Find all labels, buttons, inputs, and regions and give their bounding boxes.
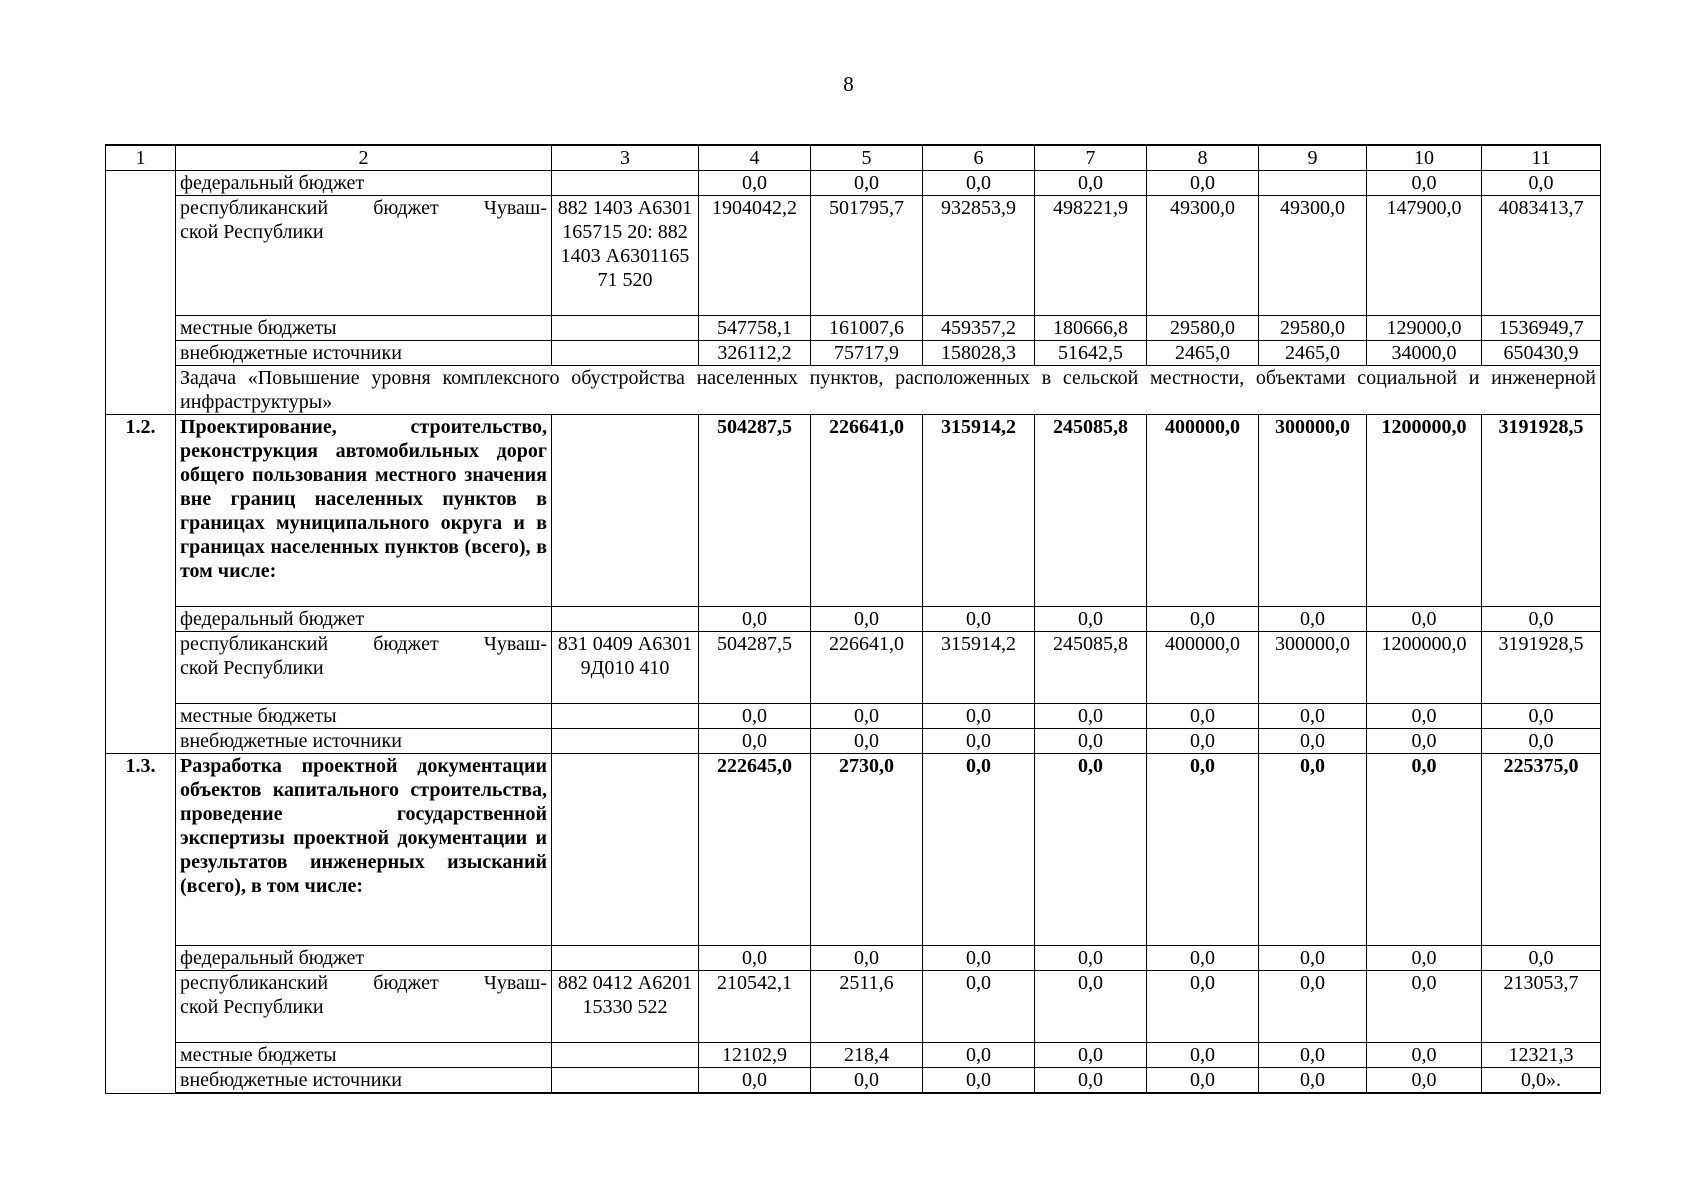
amount-cell: 49300,0 <box>1147 196 1259 316</box>
funding-row <box>106 341 1601 366</box>
amount-cell: 0,0 <box>1367 171 1482 196</box>
amount-cell: 0,0 <box>1259 704 1367 729</box>
amount-cell: 213053,7 <box>1482 971 1601 1043</box>
amount-cell: 0,0 <box>1035 971 1147 1043</box>
amount-cell: 504287,5 <box>699 632 811 704</box>
amount-cell: 210542,1 <box>699 971 811 1043</box>
column-number: 2 <box>176 145 552 171</box>
program-item-row <box>106 415 1601 607</box>
amount-cell: 0,0 <box>1259 607 1367 632</box>
total-amount-cell: 0,0 <box>1147 754 1259 946</box>
total-amount-cell: 3191928,5 <box>1482 415 1601 607</box>
total-amount-cell: 504287,5 <box>699 415 811 607</box>
amount-cell: 0,0 <box>1147 1068 1259 1094</box>
amount-cell: 0,0 <box>1035 946 1147 971</box>
amount-cell: 2465,0 <box>1259 341 1367 366</box>
funding-row <box>106 196 1601 316</box>
amount-cell: 315914,2 <box>923 632 1035 704</box>
amount-cell: 0,0 <box>1367 729 1482 754</box>
amount-cell: 0,0 <box>1035 171 1147 196</box>
amount-cell: 0,0 <box>811 704 923 729</box>
amount-cell: 0,0 <box>923 946 1035 971</box>
column-number: 9 <box>1259 145 1367 171</box>
funding-source-name: внебюджетные источники <box>176 341 552 366</box>
budget-classification-code <box>552 946 699 971</box>
total-amount-cell: 315914,2 <box>923 415 1035 607</box>
funding-source-name-line-2: ской Республики <box>180 996 324 1018</box>
budget-table <box>105 144 1601 1094</box>
total-amount-cell: 1200000,0 <box>1367 415 1482 607</box>
amount-cell: 161007,6 <box>811 316 923 341</box>
amount-cell: 0,0 <box>1259 729 1367 754</box>
funding-row <box>106 1068 1601 1094</box>
funding-row <box>106 632 1601 704</box>
amount-cell: 218,4 <box>811 1043 923 1068</box>
funding-row <box>106 971 1601 1043</box>
amount-cell: 0,0 <box>923 171 1035 196</box>
budget-table-body <box>106 145 1601 1093</box>
total-amount-cell: 222645,0 <box>699 754 811 946</box>
total-amount-cell: 226641,0 <box>811 415 923 607</box>
amount-cell: 0,0 <box>1259 1068 1367 1094</box>
total-amount-cell: 2730,0 <box>811 754 923 946</box>
item-title: Разработка проектной документации объектов капитального строительства, проведение государственной экспертизы проектной документации и результатов инженерных изысканий (всего), в том числе: <box>176 754 552 946</box>
budget-classification-code <box>552 754 699 946</box>
budget-classification-code <box>552 316 699 341</box>
funding-row <box>106 607 1601 632</box>
funding-row <box>106 316 1601 341</box>
column-number-row <box>106 145 1601 171</box>
amount-cell: 0,0 <box>811 171 923 196</box>
budget-classification-code <box>552 607 699 632</box>
page-number: 8 <box>843 72 854 96</box>
amount-cell: 1200000,0 <box>1367 632 1482 704</box>
amount-cell: 326112,2 <box>699 341 811 366</box>
amount-cell: 650430,9 <box>1482 341 1601 366</box>
amount-cell: 0,0 <box>923 607 1035 632</box>
amount-cell: 0,0 <box>699 946 811 971</box>
amount-cell: 158028,3 <box>923 341 1035 366</box>
amount-cell: 29580,0 <box>1259 316 1367 341</box>
funding-source-name <box>176 632 552 704</box>
funding-source-name <box>176 196 552 316</box>
amount-cell: 300000,0 <box>1259 632 1367 704</box>
total-amount-cell: 400000,0 <box>1147 415 1259 607</box>
funding-source-name-line-1: республиканский бюджет Чуваш- <box>180 972 547 994</box>
amount-cell: 0,0 <box>1367 1068 1482 1094</box>
amount-cell: 0,0 <box>1367 607 1482 632</box>
funding-source-name <box>176 971 552 1043</box>
amount-cell: 0,0 <box>1482 171 1601 196</box>
program-item-row <box>106 754 1601 946</box>
funding-source-name: внебюджетные источники <box>176 729 552 754</box>
amount-cell: 0,0 <box>699 607 811 632</box>
funding-row <box>106 1043 1601 1068</box>
item-title: Проектирование, строительство, реконструкция автомобильных дорог общего пользования местного значения вне границ населенных пунктов в границах муниципального округа и в границах населенных пунктов (всего), в том числе: <box>176 415 552 607</box>
amount-cell: 147900,0 <box>1367 196 1482 316</box>
amount-cell: 400000,0 <box>1147 632 1259 704</box>
amount-cell: 0,0 <box>1147 946 1259 971</box>
amount-cell: 12321,3 <box>1482 1043 1601 1068</box>
amount-cell: 0,0 <box>1147 607 1259 632</box>
amount-cell: 180666,8 <box>1035 316 1147 341</box>
amount-cell: 0,0 <box>1259 1043 1367 1068</box>
amount-cell: 0,0 <box>811 946 923 971</box>
column-number: 8 <box>1147 145 1259 171</box>
total-amount-cell: 0,0 <box>1367 754 1482 946</box>
amount-cell: 75717,9 <box>811 341 923 366</box>
amount-cell: 0,0 <box>1367 704 1482 729</box>
amount-cell: 0,0 <box>1035 1068 1147 1094</box>
amount-cell: 0,0 <box>811 729 923 754</box>
amount-cell: 0,0 <box>811 607 923 632</box>
budget-classification-code <box>552 729 699 754</box>
funding-source-name: местные бюджеты <box>176 704 552 729</box>
budget-classification-code: 882 0412 А620115330 522 <box>552 971 699 1043</box>
total-amount-cell: 300000,0 <box>1259 415 1367 607</box>
funding-source-name-line-1: республиканский бюджет Чуваш- <box>180 197 547 219</box>
amount-cell: 0,0 <box>699 171 811 196</box>
amount-cell: 0,0 <box>1259 971 1367 1043</box>
funding-row <box>106 704 1601 729</box>
funding-source-name: федеральный бюджет <box>176 607 552 632</box>
amount-cell: 0,0 <box>1035 607 1147 632</box>
amount-cell: 0,0 <box>923 704 1035 729</box>
amount-cell: 498221,9 <box>1035 196 1147 316</box>
amount-cell: 129000,0 <box>1367 316 1482 341</box>
amount-cell: 2511,6 <box>811 971 923 1043</box>
amount-cell: 0,0 <box>699 704 811 729</box>
amount-cell: 0,0 <box>1147 1043 1259 1068</box>
amount-cell: 0,0 <box>1482 704 1601 729</box>
amount-cell: 0,0 <box>1147 704 1259 729</box>
amount-cell: 0,0 <box>1367 971 1482 1043</box>
amount-cell: 34000,0 <box>1367 341 1482 366</box>
column-number: 10 <box>1367 145 1482 171</box>
amount-cell <box>1259 171 1367 196</box>
budget-classification-code: 882 1403 А6301165715 20: 882 1403 А630116571 520 <box>552 196 699 316</box>
total-amount-cell: 0,0 <box>923 754 1035 946</box>
column-number: 1 <box>106 145 176 171</box>
budget-classification-code <box>552 415 699 607</box>
amount-cell: 459357,2 <box>923 316 1035 341</box>
total-amount-cell: 0,0 <box>1035 754 1147 946</box>
funding-source-name-line-2: ской Республики <box>180 221 324 243</box>
total-amount-cell: 245085,8 <box>1035 415 1147 607</box>
column-number: 11 <box>1482 145 1601 171</box>
amount-cell: 0,0 <box>1147 971 1259 1043</box>
amount-cell: 245085,8 <box>1035 632 1147 704</box>
amount-cell: 0,0 <box>1482 607 1601 632</box>
budget-classification-code <box>552 171 699 196</box>
amount-cell: 12102,9 <box>699 1043 811 1068</box>
row-index-cell <box>106 171 176 415</box>
task-row <box>106 366 1601 415</box>
funding-row <box>106 729 1601 754</box>
amount-cell: 501795,7 <box>811 196 923 316</box>
amount-cell: 0,0 <box>1147 171 1259 196</box>
amount-cell: 0,0 <box>811 1068 923 1094</box>
amount-cell: 1904042,2 <box>699 196 811 316</box>
funding-source-name: федеральный бюджет <box>176 946 552 971</box>
funding-source-name: внебюджетные источники <box>176 1068 552 1094</box>
amount-cell: 0,0 <box>1367 946 1482 971</box>
amount-cell: 0,0 <box>923 1043 1035 1068</box>
amount-cell: 0,0 <box>923 1068 1035 1094</box>
amount-cell: 3191928,5 <box>1482 632 1601 704</box>
column-number: 3 <box>552 145 699 171</box>
amount-cell: 547758,1 <box>699 316 811 341</box>
amount-cell: 1536949,7 <box>1482 316 1601 341</box>
budget-classification-code <box>552 704 699 729</box>
amount-cell: 29580,0 <box>1147 316 1259 341</box>
amount-cell: 2465,0 <box>1147 341 1259 366</box>
funding-source-name: местные бюджеты <box>176 1043 552 1068</box>
column-number: 5 <box>811 145 923 171</box>
amount-cell: 0,0 <box>699 1068 811 1094</box>
funding-source-name: федеральный бюджет <box>176 171 552 196</box>
amount-cell: 0,0 <box>923 729 1035 754</box>
amount-cell: 51642,5 <box>1035 341 1147 366</box>
amount-cell: 0,0 <box>1147 729 1259 754</box>
total-amount-cell: 0,0 <box>1259 754 1367 946</box>
amount-cell: 0,0 <box>1482 946 1601 971</box>
budget-classification-code <box>552 341 699 366</box>
task-description: Задача «Повышение уровня комплексного обустройства населенных пунктов, расположенных в сельской местности, объектами социальной и инженерной инфраструктуры» <box>176 366 1601 415</box>
item-index: 1.2. <box>106 415 176 754</box>
funding-source-name: местные бюджеты <box>176 316 552 341</box>
amount-cell: 4083413,7 <box>1482 196 1601 316</box>
budget-classification-code <box>552 1043 699 1068</box>
amount-cell: 932853,9 <box>923 196 1035 316</box>
funding-source-name-line-1: республиканский бюджет Чуваш- <box>180 633 547 655</box>
column-number: 4 <box>699 145 811 171</box>
column-number: 6 <box>923 145 1035 171</box>
amount-cell: 0,0 <box>1367 1043 1482 1068</box>
item-index: 1.3. <box>106 754 176 1094</box>
amount-cell: 0,0 <box>1035 704 1147 729</box>
amount-cell: 0,0 <box>923 971 1035 1043</box>
funding-row <box>106 946 1601 971</box>
amount-cell: 0,0 <box>1035 1043 1147 1068</box>
funding-source-name-line-2: ской Республики <box>180 657 324 679</box>
funding-row <box>106 171 1601 196</box>
amount-cell: 0,0 <box>1482 729 1601 754</box>
amount-cell: 0,0». <box>1482 1068 1601 1094</box>
total-amount-cell: 225375,0 <box>1482 754 1601 946</box>
amount-cell: 226641,0 <box>811 632 923 704</box>
column-number: 7 <box>1035 145 1147 171</box>
amount-cell: 0,0 <box>699 729 811 754</box>
amount-cell: 0,0 <box>1259 946 1367 971</box>
amount-cell: 0,0 <box>1035 729 1147 754</box>
budget-classification-code <box>552 1068 699 1094</box>
amount-cell: 49300,0 <box>1259 196 1367 316</box>
budget-classification-code: 831 0409 А63019Д010 410 <box>552 632 699 704</box>
